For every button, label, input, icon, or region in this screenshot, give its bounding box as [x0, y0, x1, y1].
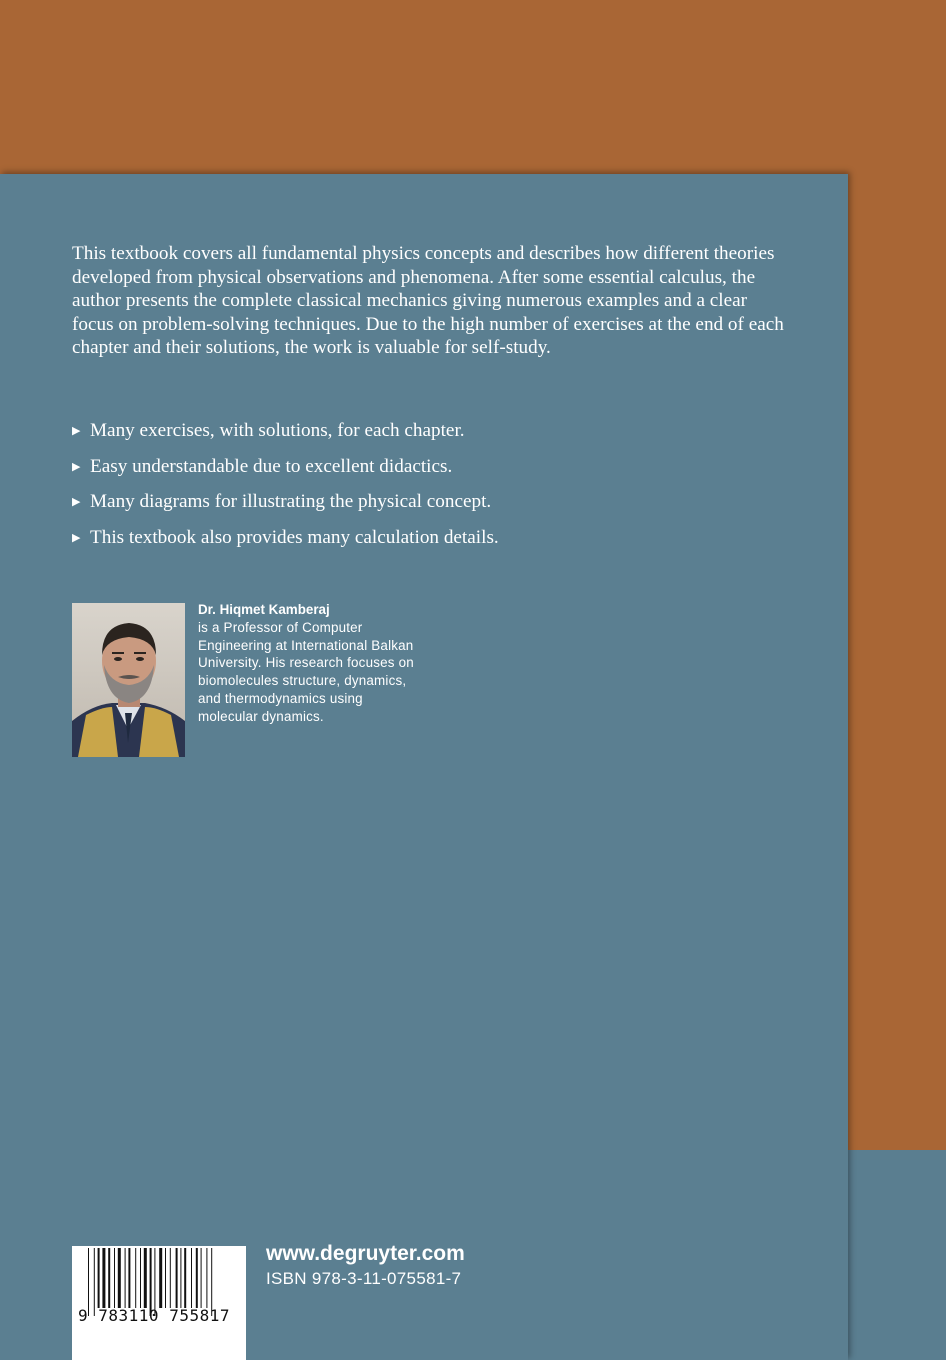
author-bio: is a Professor of Computer Engineering at International Balkan University. His research focuses on biomolecules structure, dynamics, and thermodynamics using molecular dynamics. — [198, 620, 414, 724]
barcode-bar — [98, 1248, 100, 1308]
barcode-bar — [170, 1248, 171, 1308]
barcode-bar — [108, 1248, 110, 1308]
barcode-bar — [135, 1248, 136, 1308]
feature-item — [72, 419, 784, 443]
barcode-bar — [102, 1248, 105, 1308]
barcode-bar — [118, 1248, 121, 1308]
feature-item — [72, 526, 784, 550]
triangle-right-icon: ▶ — [72, 425, 81, 437]
barcode-bar — [140, 1248, 141, 1308]
barcode-bar — [196, 1248, 198, 1308]
barcode-bar — [201, 1248, 202, 1308]
barcode-bar — [128, 1248, 130, 1308]
feature-item — [72, 490, 784, 514]
barcode-bar — [125, 1248, 126, 1308]
feature-text: This textbook also provides many calculation details. — [90, 526, 499, 548]
barcode-bar — [144, 1248, 147, 1308]
barcode-bar — [180, 1248, 181, 1308]
triangle-right-icon: ▶ — [72, 460, 81, 473]
barcode-bar — [159, 1248, 162, 1308]
isbn-number: ISBN 978-3-11-075581-7 — [266, 1269, 462, 1288]
barcode-digits: 9 783110 755817 — [78, 1306, 230, 1325]
back-cover-panel — [0, 174, 848, 1360]
author-name: Dr. Hiqmet Kamberaj — [198, 602, 330, 617]
barcode-bar — [191, 1248, 192, 1308]
barcode-bar — [206, 1248, 207, 1308]
barcode-bar — [165, 1248, 166, 1308]
barcode-bar — [114, 1248, 115, 1308]
feature-text: Easy understandable due to excellent didactics. — [90, 455, 453, 477]
author-photo — [72, 603, 185, 757]
right-color-strip — [848, 1150, 946, 1360]
publisher-website[interactable]: www.degruyter.com — [266, 1242, 465, 1265]
isbn-barcode — [72, 1246, 246, 1360]
barcode-bar — [184, 1248, 186, 1308]
book-description: This textbook covers all fundamental physics concepts and describes how different theories developed from physical observations and phenomena. After some essential calculus, the author presents the complete classical mechanics giving numerous examples and a clear focus on problem-solving techniques. Due to the high number of exercises at the end of each chapter and their solutions, the work is valuable for self-study. — [72, 243, 784, 359]
feature-item — [72, 455, 784, 479]
feature-list — [72, 419, 784, 561]
feature-text: Many exercises, with solutions, for each chapter. — [90, 420, 465, 441]
triangle-right-icon: ▶ — [72, 531, 81, 544]
triangle-right-icon: ▶ — [72, 496, 81, 508]
feature-text: Many diagrams for illustrating the physical concept. — [90, 491, 492, 512]
barcode-bar — [176, 1248, 178, 1308]
